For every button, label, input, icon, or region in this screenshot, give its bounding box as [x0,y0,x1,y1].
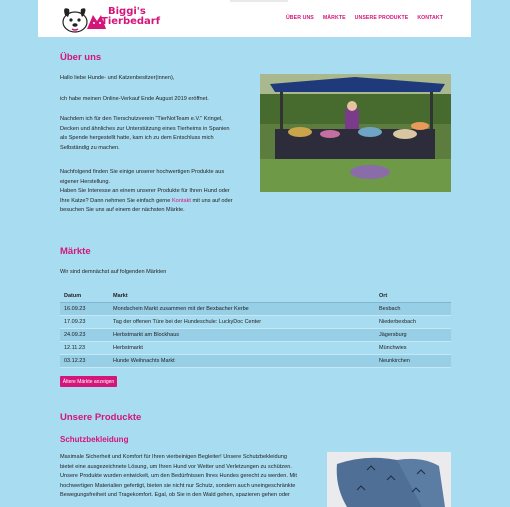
cell-date: 24.09.23 [64,332,86,338]
nav-maerkte[interactable]: MÄRKTE [322,15,346,21]
cell-place: Neunkirchen [379,358,410,364]
about-story [60,115,229,153]
markets-table [60,290,451,368]
about-products-line [60,197,233,207]
col-header-ort: Ort [379,293,388,299]
products-line: Unsere Produkte wurden entwickelt, um den Bedürfnissen Ihres Hundes gerecht zu werden. Mit [60,473,297,480]
cell-market: Tag der offenen Türe bei der Hundeschule: LuckyDoc Center [113,319,262,325]
col-header-markt: Markt [113,293,128,299]
about-title: Über uns [60,52,102,63]
cell-place: Jägersburg [379,332,407,338]
about-products-line: Haben Sie Interesse an einem unserer Produkte für Ihren Hund oder [60,188,230,195]
col-header-datum: Datum [64,293,82,299]
text-fragment: Ihre Katze? Dann nehmen Sie einfach gerne [60,197,172,204]
cell-date: 16.09.23 [64,306,86,312]
text-fragment: mit uns auf oder [190,197,233,204]
cell-place: Bexbach [379,306,401,312]
table-row [60,303,451,316]
logo-line1: Biggi's [108,6,146,17]
contact-link[interactable]: Kontakt [171,197,191,204]
products-line: Maximale Sicherheit und Komfort für Ihren vierbeinigen Begleiter! Unsere Schutzbekleidung [60,454,287,460]
products-line: hochwertigen Materialien gefertigt, bieten sie nicht nur Schutz, sondern auch uneingeschränkte [60,482,296,489]
products-description [60,453,322,501]
about-story-line: als Spende hergestellt hatte, kam ich zu dem Entschluss mich [60,135,214,142]
logo-text[interactable] [101,7,160,27]
logo-line2: Tierbedarf [101,16,161,27]
about-products-line: Nachfolgend finden Sie einige unserer hochwertigen Produkte aus [60,169,225,175]
cell-date: 17.09.23 [64,319,86,325]
cell-place: Münchwies [379,345,407,351]
cell-date: 03.12.23 [64,358,86,364]
about-greeting: Hallo liebe Hunde- und Katzenbesitzer(innen), [60,75,175,81]
table-row [60,355,451,368]
nav-kontakt[interactable]: KONTAKT [417,15,443,21]
about-story-line: Nachdem ich für den Tierschutzverein "TierNotTeam e.V." Kringel, [60,116,223,122]
table-row [60,316,451,329]
table-row [60,342,451,355]
cell-market: Hunde Weihnachts Markt [113,358,175,364]
products-line: Bewegungsfreiheit und Tragekomfort. Egal, ob Sie in den Wald gehen, spazieren gehen oder [60,492,290,499]
about-story-line: Selbständig zu machen. [60,144,120,151]
dog-coat-photo [327,452,451,507]
main-nav [286,15,443,21]
nav-unsere-produkte[interactable]: UNSERE PRODUKTE [354,15,409,21]
about-story-line: Decken und ähnliches zur Unterstützung eines Tierheims in Spanien [60,125,230,132]
markets-title: Märkte [60,246,91,257]
cell-place: Niederbexbach [379,319,416,325]
products-subtitle: Schutzbekleidung [60,435,129,444]
about-products-line: eigener Herstellung. [60,178,111,185]
table-row [60,329,451,342]
site-header [38,0,471,37]
products-title: Unsere Produckte [60,412,142,423]
older-markets-button[interactable]: Ältere Märkte anzeigen [60,376,117,387]
cell-market: Mondschein Markt zusammen mit der Bexbacher Kerbe [113,306,249,312]
table-header [60,290,451,303]
nav-ueber-uns[interactable]: ÜBER UNS [285,15,314,21]
cell-date: 12.11.23 [64,345,86,351]
top-scroll-indicator [230,0,288,2]
products-line: bietet eine ausgezeichnete Lösung, um Ihren Hund vor Wetter und Verletzungen zu schützen. [60,463,292,470]
market-stall-photo [260,74,451,192]
cell-market: Herbstmarkt [113,345,143,351]
about-products-text [60,168,233,216]
markets-intro: Wir sind demnächst auf folgenden Märkten [60,269,167,275]
about-opening: ich habe meinen Online-Verkauf Ende August 2019 eröffnet. [60,96,209,102]
about-products-line: besuchen Sie uns auf einem der nächsten Märkte. [60,207,185,214]
cell-market: Herbstmarkt am Blockhaus [113,332,180,338]
